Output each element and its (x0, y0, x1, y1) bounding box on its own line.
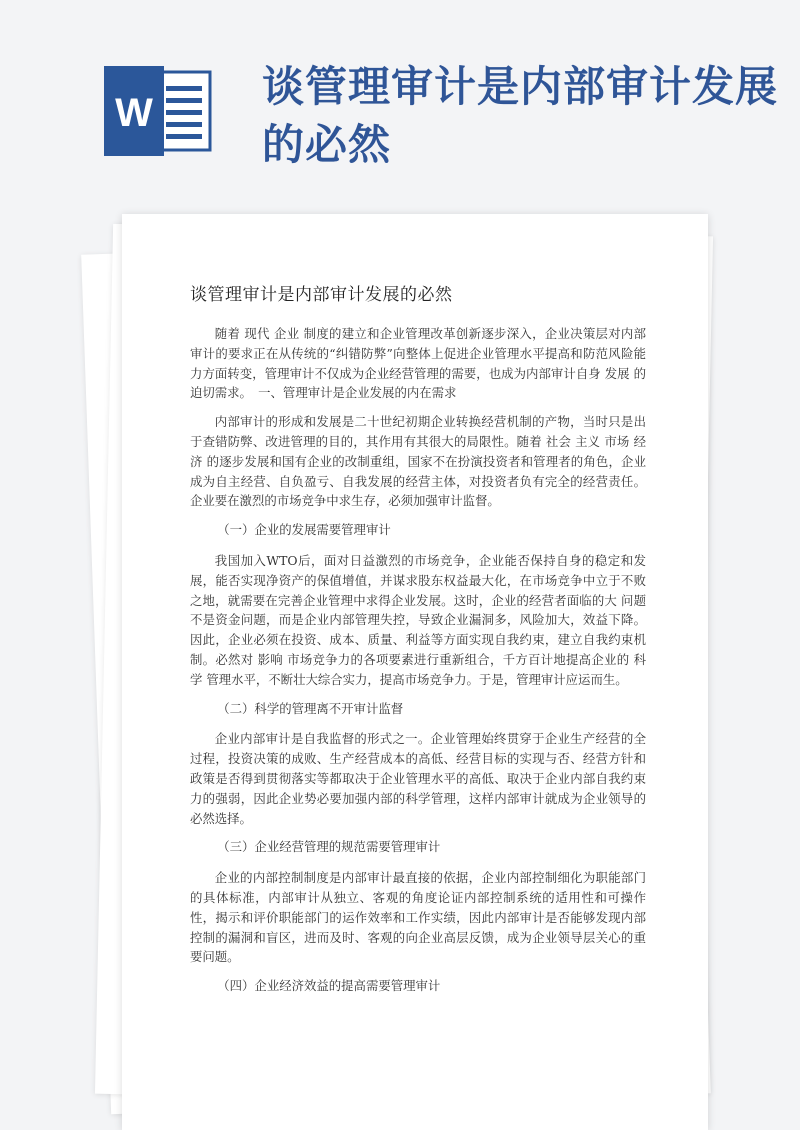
body-paragraph: 企业的内部控制制度是内部审计最直接的依据，企业内部控制细化为职能部门的具体标准，内部审计从独立、客观的角度论证内部控制系统的适用性和可操作性，揭示和评价职能部门的运作效率和工作实绩，因此内部审计是否能够发现内部控制的漏洞和盲区，进而及时、客观的向企业高层反馈，成为企业领导层关心的重要问题。 (190, 870, 646, 965)
body-paragraph: 我国加入WTO后，面对日益激烈的市场竞争，企业能否保持自身的稳定和发展，能否实现净资产的保值增值，并谋求股东权益最大化，在市场竞争中立于不败之地，就需要在完善企业管理中求得企业发展。这时，企业的经营者面临的大 问题 不是资金问题，而是企业内部管理失控，导致企业漏洞多，风险加大，效益下降。因此，企业必须在投资、成本、质量、利益等方面实现自我约束，建立自我约束机制。必然对 影响 市场竞争力的各项要素进行重新组合，千方百计地提高企业的 科学 管理水平，不断壮大综合实力，提高市场竞争力。于是，管理审计应运而生。 (190, 552, 646, 687)
word-logo-letter: W (115, 91, 153, 135)
body-paragraph: 随着 现代 企业 制度的建立和企业管理改革创新逐步深入，企业决策层对内部审计的要求正在从传统的“纠错防弊”向整体上促进企业管理水平提高和防范风险能力方面转变，管理审计不仅成为企业经营管理的需要，也成为内部审计自身 发展 的迫切需求。 一、管理审计是企业发展的内在需求 (190, 326, 646, 401)
section-subheading: （四）企业经济效益的提高需要管理审计 (217, 978, 441, 994)
header (0, 0, 800, 210)
section-subheading: （一）企业的发展需要管理审计 (217, 522, 391, 538)
document-page (122, 214, 708, 1130)
document-title: 谈管理审计是内部审计发展的必然 (190, 285, 453, 305)
section-subheading: （三）企业经营管理的规范需要管理审计 (217, 839, 441, 855)
word-document-icon (104, 66, 214, 156)
header-title: 谈管理审计是内部审计发展的必然 (262, 62, 779, 169)
document-body (190, 324, 646, 1007)
body-paragraph: 企业内部审计是自我监督的形式之一。企业管理始终贯穿于企业生产经营的全过程，投资决策的成败、生产经营成本的高低、经营目标的实现与否、经营方针和政策是否得到贯彻落实等都取决于企业管理水平的高低、取决于企业内部自我约束力的强弱，因此企业势必要加强内部的科学管理，这样内部审计就成为企业领导的必然选择。 (190, 731, 646, 826)
body-paragraph: 内部审计的形成和发展是二十世纪初期企业转换经营机制的产物，当时只是出于查错防弊、改进管理的目的，其作用有其很大的局限性。随着 社会 主义 市场 经济 的逐步发展和国有企业的改制重组，国家不在扮演投资者和管理者的角色，企业成为自主经营、自负盈亏、自我发展的经营主体，对投资者负有完全的经营责任。企业要在激烈的市场竞争中求生存，必须加强审计监督。 (190, 414, 646, 509)
section-subheading: （二）科学的管理离不开审计监督 (217, 700, 404, 716)
